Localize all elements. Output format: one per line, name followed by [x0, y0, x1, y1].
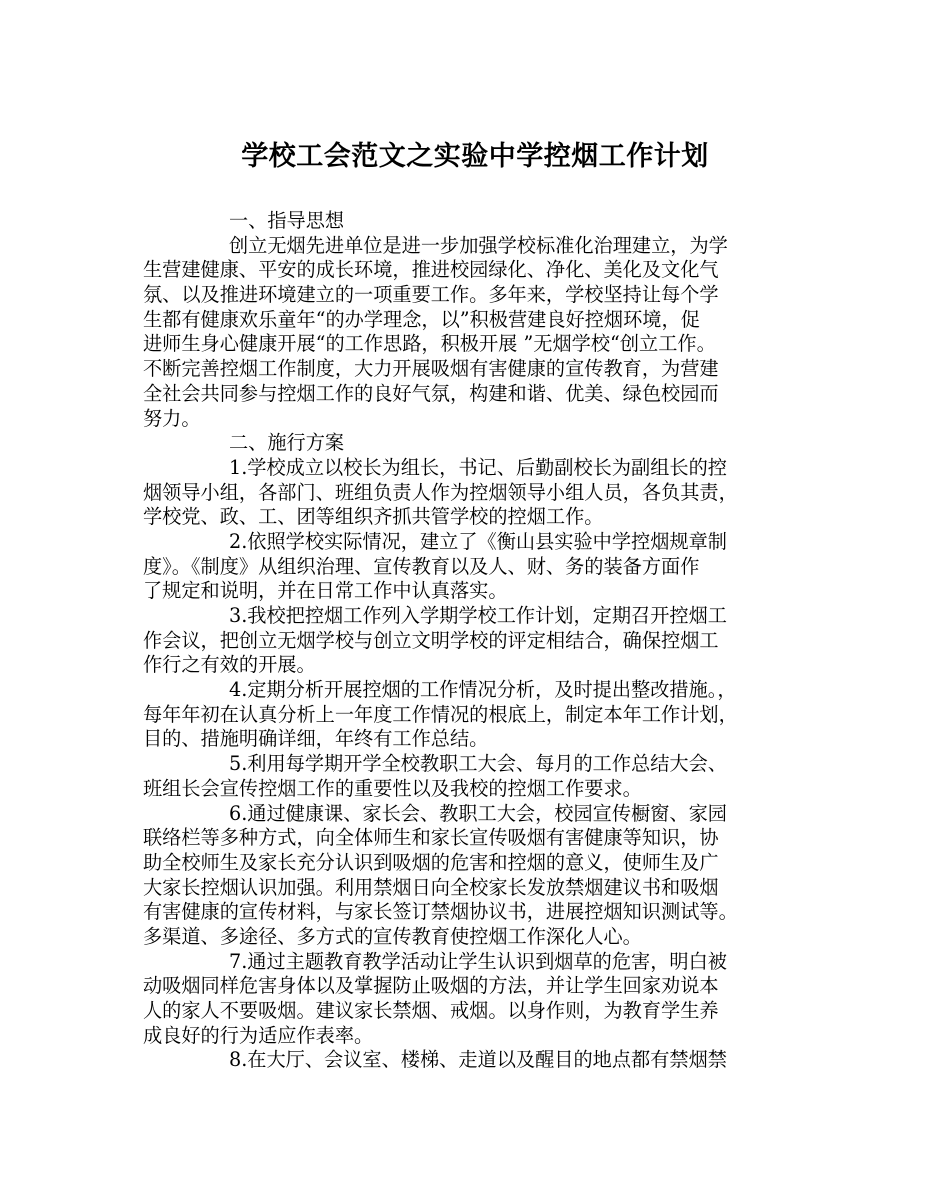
text-line: 作行之有效的开展。: [143, 653, 316, 677]
text-line: 了规定和说明，并在日常工作中认真落实。: [143, 579, 508, 603]
text-line: 学校党、政、工、团等组织齐抓共管学校的控烟工作。: [143, 505, 604, 529]
text-line: 创立无烟先进单位是进一步加强学校标准化治理建立，为学: [229, 233, 728, 257]
text-line: 作会议，把创立无烟学校与创立文明学校的评定相结合，确保控烟工: [143, 628, 719, 652]
text-line: 1.学校成立以校长为组长，书记、后勤副校长为副组长的控: [229, 455, 727, 479]
text-line: 多渠道、多途径、多方式的宣传教育使控烟工作深化人心。: [143, 924, 642, 948]
text-line: 2.依照学校实际情况，建立了《衡山县实验中学控烟规章制: [229, 529, 727, 553]
text-line: 不断完善控烟工作制度，大力开展吸烟有害健康的宣传教育，为营建: [143, 357, 719, 381]
text-line: 进师生身心健康开展“的工作思路，积极开展 ”无烟学校“创立工作。: [143, 332, 716, 356]
text-line: 生都有健康欢乐童年“的办学理念，以”积极营建良好控烟环境，促: [143, 307, 700, 331]
text-line: 度》。《制度》从组织治理、宣传教育以及人、财、务的装备方面作: [143, 554, 700, 578]
text-line: 大家长控烟认识加强。利用禁烟日向全校家长发放禁烟建议书和吸烟: [143, 875, 719, 899]
text-line: 二、施行方案: [229, 431, 345, 455]
text-line: 每年年初在认真分析上一年度工作情况的根底上，制定本年工作计划，: [143, 702, 738, 726]
text-line: 6.通过健康课、家长会、教职工大会，校园宣传橱窗、家园: [229, 801, 727, 825]
text-line: 氛、以及推进环境建立的一项重要工作。多年来，学校坚持让每个学: [143, 283, 719, 307]
text-line: 努力。: [143, 406, 201, 430]
text-line: 人的家人不要吸烟。建议家长禁烟、戒烟。以身作则，为教育学生养: [143, 999, 719, 1022]
text-line: 助全校师生及家长充分认识到吸烟的危害和控烟的意义，使师生及广: [143, 850, 719, 874]
text-line: 8.在大厅、会议室、楼梯、走道以及醒目的地点都有禁烟禁: [229, 1048, 727, 1072]
text-line: 5.利用每学期开学全校教职工大会、每月的工作总结大会、: [229, 752, 727, 776]
text-line: 7.通过主题教育教学活动让学生认识到烟草的危害，明白被: [229, 949, 727, 973]
text-line: 联络栏等多种方式，向全体师生和家长宣传吸烟有害健康等知识，协: [143, 826, 719, 850]
text-line: 全社会共同参与控烟工作的良好气氛，构建和谐、优美、绿色校园而: [143, 381, 719, 405]
document-title: 学校工会范文之实验中学控烟工作计划: [241, 141, 709, 172]
text-line: 目的、措施明确详细，年终有工作总结。: [143, 727, 489, 751]
text-line: 4.定期分析开展控烟的工作情况分析，及时提出整改措施。，: [229, 678, 737, 702]
text-line: 一、指导思想: [229, 209, 345, 232]
text-line: 班组长会宣传控烟工作的重要性以及我校的控烟工作要求。: [143, 776, 642, 800]
text-line: 生营建健康、平安的成长环境，推进校园绿化、净化、美化及文化气: [143, 258, 719, 282]
text-line: 成良好的行为适应作表率。: [143, 1023, 374, 1047]
text-line: 动吸烟同样危害身体以及掌握防止吸烟的方法，并让学生回家劝说本: [143, 974, 719, 998]
document-body: [143, 209, 823, 1073]
text-line: 3.我校把控烟工作列入学期学校工作计划，定期召开控烟工: [229, 604, 727, 627]
text-line: 烟领导小组，各部门、班组负责人作为控烟领导小组人员，各负其责，: [143, 480, 738, 504]
text-line: 有害健康的宣传材料，与家长签订禁烟协议书，进展控烟知识测试等。: [143, 900, 738, 924]
